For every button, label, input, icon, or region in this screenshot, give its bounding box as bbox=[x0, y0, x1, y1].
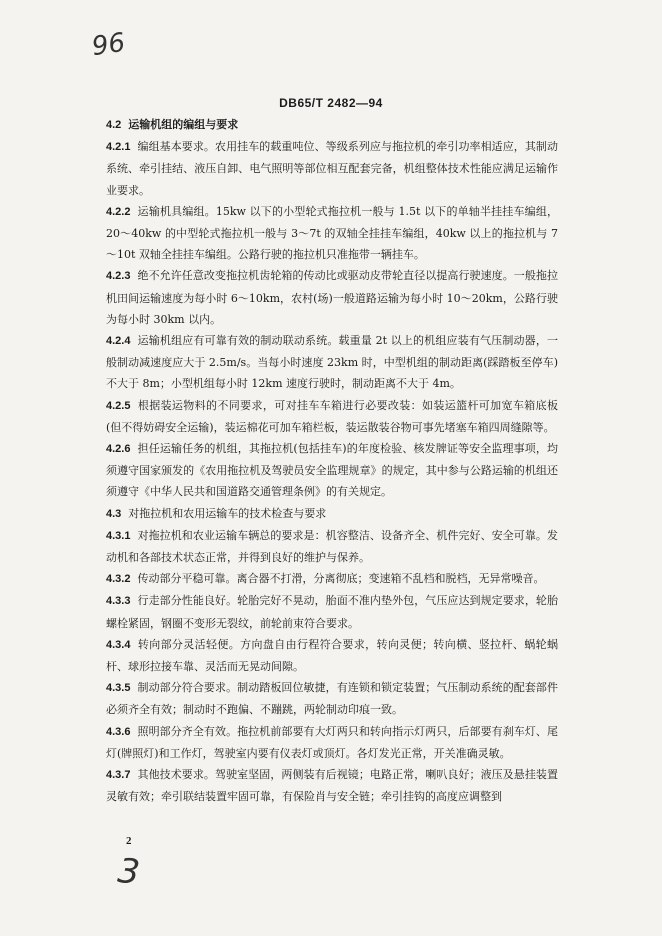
clause-4-2-1: 4.2.1 编组基本要求。农用挂车的载重吨位、等级系列应与拖拉机的牵引功率相适应，其制动系统、牵引挂结、液压自卸、电气照明等部位相互配套完备，机组整体技术性能应满足运输作业要求。 bbox=[106, 140, 558, 197]
clause-4-2-3: 4.2.3 绝不允许任意改变拖拉机齿轮箱的传动比或驱动皮带轮直径以提高行驶速度。一般拖拉机田间运输速度为每小时 6～10km，农村(场)一般道路运输为每小时 10～20km，公路行驶为每小时 30km 以内。 bbox=[106, 269, 558, 326]
clause-4-3-4: 4.3.4 转向部分灵活轻便。方向盘自由行程符合要求，转向灵便；转向横、竖拉杆、蜗轮蜗杆、球形拉接车靠、灵活而无晃动间隙。 bbox=[106, 637, 558, 674]
clause-4-3-1: 4.3.1 对拖拉机和农业运输车辆总的要求是：机容整洁、设备齐全、机件完好、安全可靠。发动机和各部技术状态正常，并得到良好的维护与保养。 bbox=[106, 528, 558, 565]
clause-4-2-5: 4.2.5 根据装运物料的不同要求，可对挂车车箱进行必要改装：如装运篮杆可加宽车箱底板(但不得妨碍安全运输)，装运棉花可加车箱栏板，装运散装谷物可事先堵塞车箱四周缝隙等。 bbox=[106, 398, 558, 434]
clause-4-3-5: 4.3.5 制动部分符合要求。制动踏板回位敏捷，有连锁和锁定装置；气压制动系统的配套部件必须齐全有效；制动时不跑偏、不蹦跳，两轮制动印痕一致。 bbox=[106, 681, 558, 717]
clause-4-3-3: 4.3.3 行走部分性能良好。轮胎完好不晃动，胎面不准内垫外包，气压应达到规定要求，轮胎螺栓紧固，钢圈不变形无裂纹，前轮前束符合要求。 bbox=[106, 594, 558, 630]
handwritten-page-mark-bottom: 3 bbox=[115, 850, 142, 894]
page-number: 2 bbox=[126, 835, 132, 847]
clause-4-2-4: 4.2.4 运输机组应有可靠有效的制动联动系统。载重量 2t 以上的机组应装有气压制动器，一般制动减速度应大于 2.5m/s。当每小时速度 23km 时，中型机组的制动距离(踩踏板至停车)不大于 8m；小型机组每小时 12km 速度行驶时，制动距离不大于 4m。 bbox=[106, 334, 558, 391]
clause-4-2-6: 4.2.6 担任运输任务的机组，其拖拉机(包括挂车)的年度检验、核发牌证等安全监理事项，均须遵守国家颁发的《农用拖拉机及驾驶员安全监理规章》的规定，其中参与公路运输的机组还须遵守《中华人民共和国道路交通管理条例》的有关规定。 bbox=[106, 442, 558, 499]
section-heading-4-3: 4.3 对拖拉机和农用运输车的技术检查与要求 bbox=[106, 506, 327, 520]
document-header-code: DB65/T 2482—94 bbox=[279, 96, 383, 110]
clause-4-3-7: 4.3.7 其他技术要求。驾驶室坚固，两侧装有后视镜；电路正常，喇叭良好；液压及悬挂装置灵敏有效；牵引联结装置牢固可靠，有保险肖与安全链；牵引挂钩的高度应调整到 bbox=[106, 768, 558, 804]
document-body bbox=[106, 114, 558, 808]
handwritten-page-mark-top: 96 bbox=[90, 27, 128, 63]
section-heading-4-2: 4.2 运输机组的编组与要求 bbox=[106, 118, 239, 131]
clause-4-3-6: 4.3.6 照明部分齐全有效。拖拉机前部要有大灯两只和转向指示灯两只，后部要有刹车灯、尾灯(牌照灯)和工作灯，驾驶室内要有仪表灯或顶灯。各灯发光正常，开关准确灵敏。 bbox=[106, 724, 558, 760]
clause-4-2-2: 4.2.2 运输机具编组。15kw 以下的小型轮式拖拉机一般与 1.5t 以下的单轴半挂挂车编组，20～40kw 的中型轮式拖拉机一般与 3～7t 的双轴全挂挂车编组，40kw 以上的拖拉机与 7～10t 双轴全挂挂车编组。公路行驶的拖拉机只准拖带一辆挂车。 bbox=[106, 204, 558, 262]
clause-4-3-2: 4.3.2 传动部分平稳可靠。离合器不打滑，分离彻底；变速箱不乱档和脱档，无异常噪音。 bbox=[106, 572, 545, 586]
